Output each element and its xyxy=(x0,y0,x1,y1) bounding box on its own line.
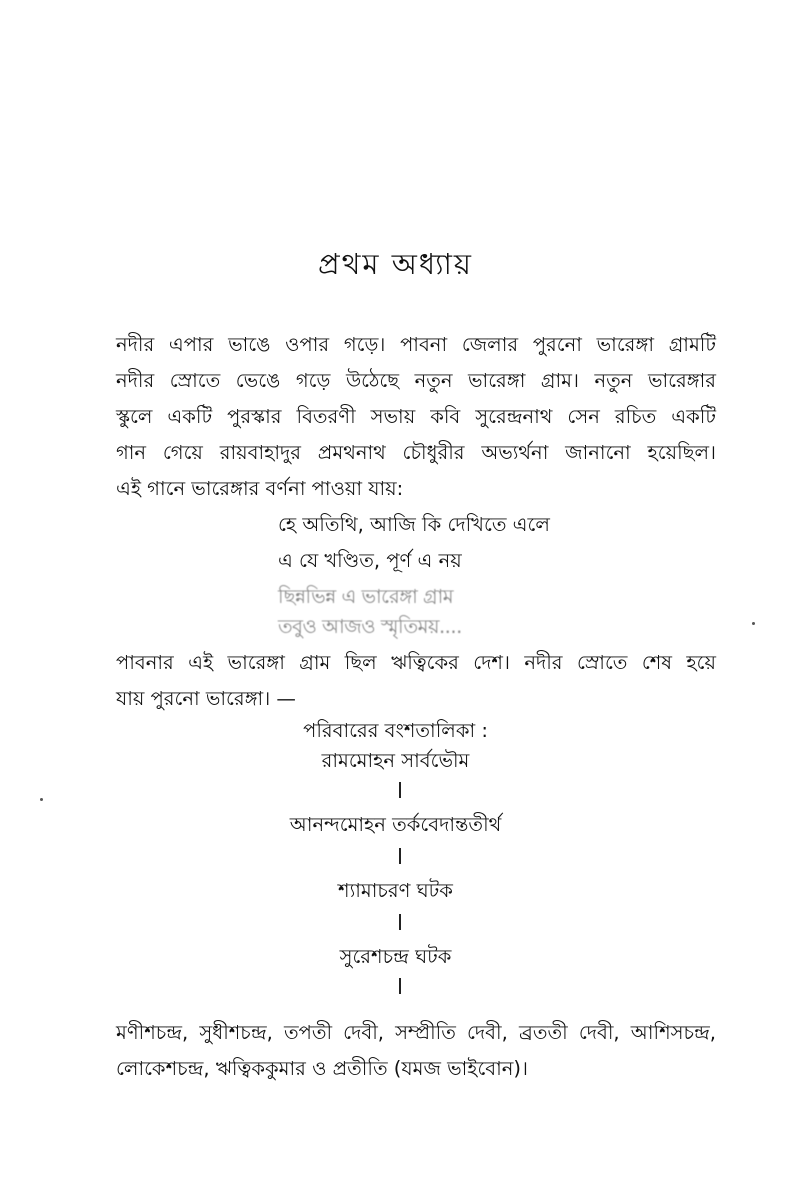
verse-line-faded: ছিন্নভিন্ন এ ভারেঙ্গা গ্রাম xyxy=(278,585,454,608)
tree-node-4: সুরেশচন্দ্র ঘটক xyxy=(339,945,452,968)
paragraph-line: স্কুলে একটি পুরস্কার বিতরণী সভায় কবি সুরেন্দ্রনাথ সেন রচিত একটি xyxy=(116,405,716,428)
paragraph-line: পাবনার এই ভারেঙ্গা গ্রাম ছিল ঋত্বিকের দেশ। নদীর স্রোতে শেষ হয়ে xyxy=(116,651,716,674)
paragraph-line: গান গেয়ে রায়বাহাদুর প্রমথনাথ চৌধুরীর অভ্যর্থনা জানানো হয়েছিল। xyxy=(116,441,716,464)
verse-line: এ যে খণ্ডিত, পূর্ণ এ নয় xyxy=(278,549,462,572)
paper-speck xyxy=(40,798,43,801)
children-line: মণীশচন্দ্র, সুধীশচন্দ্র, তপতী দেবী, সম্প্রীতি দেবী, ব্রততী দেবী, আশিসচন্দ্র, xyxy=(116,1021,716,1044)
paragraph-line: নদীর এপার ভাঙে ওপার গড়ে। পাবনা জেলার পুরনো ভারেঙ্গা গ্রামটি xyxy=(116,333,716,356)
tree-connector xyxy=(399,848,401,864)
verse-line-faded: তবুও আজও স্মৃতিময়.... xyxy=(278,615,462,638)
tree-connector xyxy=(399,978,401,994)
children-line: লোকেশচন্দ্র, ঋত্বিককুমার ও প্রতীতি (যমজ ভাইবোন)। xyxy=(116,1057,529,1080)
paragraph-line: যায় পুরনো ভারেঙ্গা। — xyxy=(116,687,296,710)
paragraph-line: এই গানে ভারেঙ্গার বর্ণনা পাওয়া যায়: xyxy=(116,477,404,500)
tree-node-3: শ্যামাচরণ ঘটক xyxy=(338,879,453,902)
family-tree-heading: পরিবারের বংশতালিকা : xyxy=(303,719,488,742)
tree-node-2: আনন্দমোহন তর্কবেদান্ততীর্থ xyxy=(289,813,502,836)
paper-speck xyxy=(752,622,755,625)
chapter-title: প্রথম অধ্যায় xyxy=(317,247,474,281)
verse-line: হে অতিথি, আজি কি দেখিতে এলে xyxy=(278,513,550,536)
paragraph-line: নদীর স্রোতে ভেঙে গড়ে উঠেছে নতুন ভারেঙ্গা গ্রাম। নতুন ভারেঙ্গার xyxy=(116,369,716,392)
tree-node-1: রামমোহন সার্বভৌম xyxy=(321,749,470,772)
tree-connector xyxy=(399,782,401,798)
tree-connector xyxy=(399,914,401,930)
